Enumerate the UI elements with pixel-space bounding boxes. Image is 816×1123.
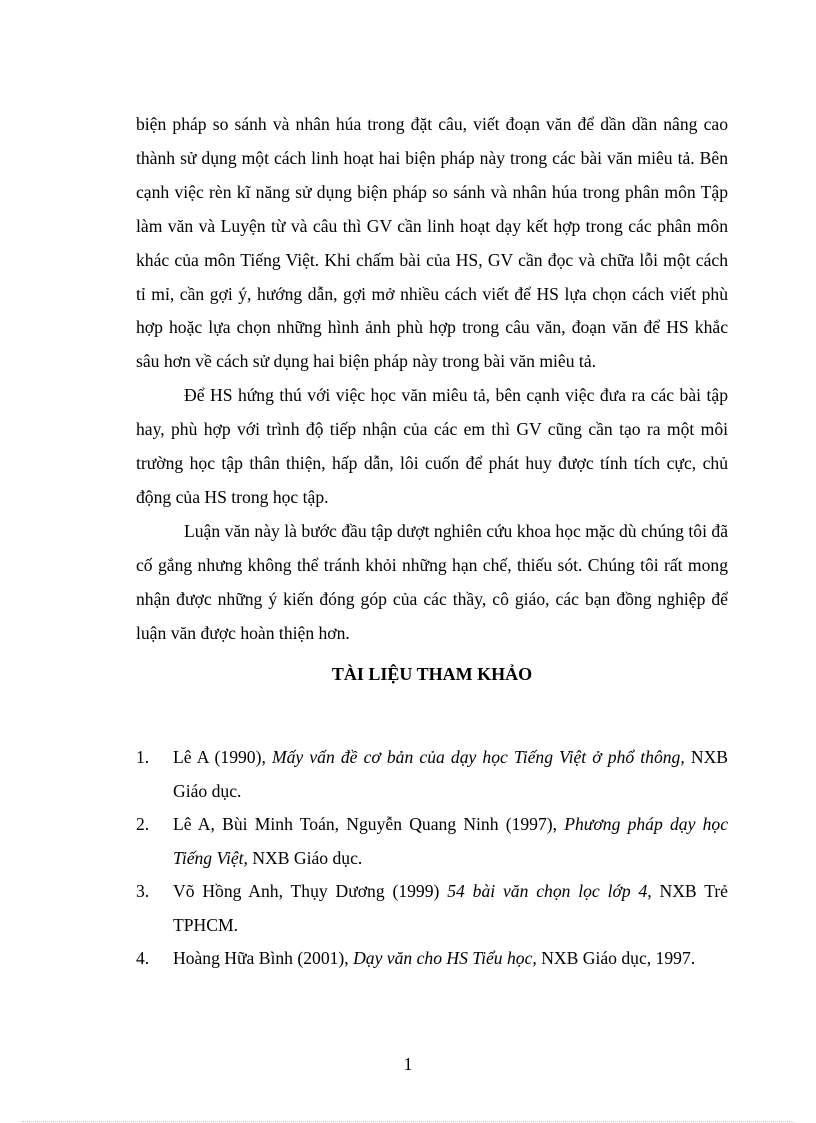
reference-publisher: NXB Giáo dục.	[247, 847, 363, 868]
paragraph-2: Để HS hứng thú với việc học văn miêu tả, bên cạnh việc đưa ra các bài tập hay, phù hợp với trình độ tiếp nhận của các em thì GV cũng cần tạo ra một môi trường học tập thân thiện, hấp dẫn, lôi cuốn để phát huy được tính tích cực, chủ động của HS trong học tập.	[136, 385, 728, 507]
reference-authors: Lê A, Bùi Minh Toán, Nguyễn Quang Ninh (1997),	[173, 814, 565, 834]
reference-item	[136, 741, 728, 808]
paragraph-3: Luận văn này là bước đầu tập dượt nghiên cứu khoa học mặc dù chúng tôi đã cố gắng nhưng không thể tránh khỏi những hạn chế, thiếu sót. Chúng tôi rất mong nhận được những ý kiến đóng góp của các thầy, cô giáo, các bạn đồng nghiệp để luận văn được hoàn thiện hơn.	[136, 520, 728, 643]
reference-title: Mấy vấn đề cơ bản của dạy học Tiếng Việt ở phổ thông,	[271, 747, 685, 767]
body-text	[136, 108, 728, 651]
paragraph-1: biện pháp so sánh và nhân húa trong đặt câu, viết đoạn văn để dần dần nâng cao thành sử dụng một cách linh hoạt hai biện pháp này trong các bài văn miêu tả. Bên cạnh việc rèn kĩ năng sử dụng biện pháp so sánh và nhân húa trong phân môn Tập làm văn và Luyện từ và câu thì GV cần linh hoạt dạy kết hợp trong các phân môn khác của môn Tiếng Việt. Khi chấm bài của HS, GV cần đọc và chữa lỗi một cách tỉ mỉ, cần gợi ý, hướng dẫn, gợi mở nhiều cách viết để HS lựa chọn cách viết phù hợp hoặc lựa chọn những hình ảnh phù hợp trong câu văn, đoạn văn để HS khắc sâu hơn về cách sử dụng hai biện pháp này trong bài văn miêu tả.	[136, 114, 728, 372]
reference-title: Dạy văn cho HS Tiểu học,	[353, 948, 537, 968]
reference-number: 3.	[136, 881, 150, 901]
references-heading: TÀI LIỆU THAM KHẢO	[331, 664, 533, 684]
reference-number: 4.	[136, 948, 150, 968]
reference-title: 54 bài văn chọn lọc lớp 4,	[447, 881, 652, 901]
reference-authors: Hoàng Hữa Bình (2001),	[173, 948, 354, 968]
reference-publisher: NXB Giáo dục, 1997.	[536, 948, 696, 968]
reference-number: 2.	[136, 814, 150, 834]
reference-authors: Võ Hồng Anh, Thụy Dương (1999)	[173, 881, 448, 901]
reference-item	[136, 808, 728, 875]
page-number: 1	[403, 1054, 413, 1074]
reference-publisher: NXB Trẻ TPHCM.	[173, 881, 728, 935]
reference-publisher: NXB Giáo dục.	[173, 747, 729, 801]
reference-title: Phương pháp dạy học Tiếng Việt,	[173, 814, 729, 868]
reference-number: 1.	[136, 747, 150, 767]
reference-authors: Lê A (1990),	[173, 747, 272, 767]
reference-item	[136, 942, 728, 976]
page-bottom-divider	[22, 1121, 794, 1122]
reference-item	[136, 875, 728, 942]
reference-list	[136, 741, 728, 976]
